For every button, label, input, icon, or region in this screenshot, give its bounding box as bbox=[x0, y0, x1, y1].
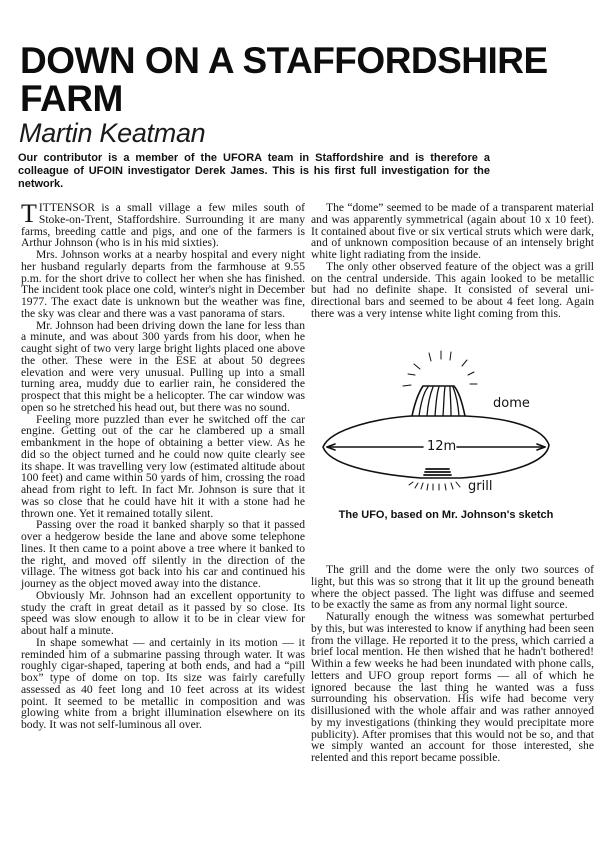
right-column-top bbox=[311, 202, 594, 320]
author-byline: Martin Keatman bbox=[19, 118, 206, 148]
article-title: DOWN ON A STAFFORDSHIRE FARM bbox=[20, 40, 548, 119]
grill-label: grill bbox=[468, 479, 493, 494]
paragraph: The only other observed feature of the object was a grill on the central underside. This again looked to be metallic but had no definite shape. It consisted of several uni-directional bars and seemed to be about 4 feet long. Again there was a very intense white light coming from this. bbox=[311, 259, 594, 320]
paragraph: Mr. Johnson had been driving down the lane for less than a minute, and was about 300 yards from his door, when he caught sight of two very large bright lights placed one above the other. These were in the ESE at about 50 degrees elevation and were very unusual. Pulling up into a small turning area, muddy due to earlier rain, he considered the prospect that this might be a helicopter. The car window was open so he stretched his head out, but there was no sound. bbox=[21, 318, 305, 414]
paragraph: The grill and the dome were the only two sources of light, but this was so strong that it lit up the ground beneath where the object passed. The light was diffuse and seemed to be exactly the same as from any normal light source. bbox=[311, 563, 594, 612]
paragraph: Mrs. Johnson works at a nearby hospital and every night her husband regularly departs from the farmhouse at 9.55 p.m. for the short drive to collect her when she has finished. The incident took place one cold, winter's night in December 1977. The exact date is unknown but the weather was fine, the sky was clear and there was a vast panorama of stars. bbox=[21, 248, 305, 320]
width-label: 12m bbox=[427, 439, 457, 454]
right-column-bottom bbox=[311, 564, 594, 764]
paragraph: Feeling more puzzled than ever he switched off the car engine. Getting out of the car he clambered up a small embankment in the hope of obtaining a better view. As he did so the object turned and he could now quite clearly see its shape. It was travelling very low (estimated altitude about 100 feet) and came within 50 yards of him, crossing the road ahead from right to left. In fact Mr. Johnson is sure that it was so close that he could have hit it with a stone had he thrown one. Yet it remained totally silent. bbox=[21, 412, 305, 520]
paragraph: Obviously Mr. Johnson had an excellent opportunity to study the craft in great detail as it passed by so close. Its speed was slow enough to allow it to be in clear view for about half a minute. bbox=[21, 588, 305, 637]
dome-struts bbox=[419, 387, 459, 416]
grill-light-rays bbox=[409, 482, 460, 490]
standfirst: Our contributor is a member of the UFORA team in Staffordshire and is therefore a colleague of UFOIN investigator Derek James. This is his first full investigation for the network. bbox=[18, 152, 490, 190]
grill bbox=[424, 469, 451, 475]
dome-label: dome bbox=[493, 396, 530, 411]
ufo-sketch bbox=[311, 350, 594, 510]
paragraph: The “dome” seemed to be made of a transparent material and was apparently symmetrical (again about 10 x 10 feet). It contained about five or six vertical struts which were dark, and of unknown composition because of an intensely bright white light radiating from the inside. bbox=[311, 201, 594, 261]
drop-cap: T bbox=[21, 199, 37, 228]
ufo-sketch-figure bbox=[311, 350, 594, 530]
paragraph: Passing over the road it banked sharply so that it passed over a hedgerow beside the lane and above some telephone lines. It then came to a point above a tree where it banked to the right, and moved off silently in the direction of the village. The witness got back into his car and continued his journey as the object moved away into the distance. bbox=[21, 518, 305, 590]
dome-light-rays bbox=[403, 351, 477, 386]
paragraph: In shape somewhat — and certainly in its motion — it reminded him of a submarine passing through water. It was roughly cigar-shaped, tapering at both ends, and had a “pill box” type of dome on top. Its size was fairly carefully assessed as 40 feet long and 10 feet across at its widest point. It seemed to be metallic in composition and was glowing white from a bright illumination elsewhere on its body. It was not self-luminous all over. bbox=[21, 635, 305, 731]
paragraph: Naturally enough the witness was somewhat perturbed by this, but was interested to know if anything had been seen from the village. He reported it to the press, which carried a brief local mention. He then wished that he hadn't bothered! Within a few weeks he had been inundated with phone calls, letters and UFO group report forms — all of which he ignored because the last thing he wanted was a fuss surrounding his observation. His wife had become very disillusioned with the whole affair and was rather annoyed by my investigations (thinking they would precipitate more publicity). After promises that this would not be so, and that we simply wanted an account for those interested, she relented and this report became possible. bbox=[311, 610, 594, 764]
figure-caption: The UFO, based on Mr. Johnson's sketch bbox=[338, 509, 554, 521]
left-column bbox=[21, 199, 305, 731]
paragraph: TITTENSOR is a small village a few miles south of Stoke-on-Trent, Staffordshire. Surrounding it are many farms, breeding cattle and pigs, and one of the farmers is Arthur Johnson (who is in his mid sixties). bbox=[21, 199, 305, 250]
